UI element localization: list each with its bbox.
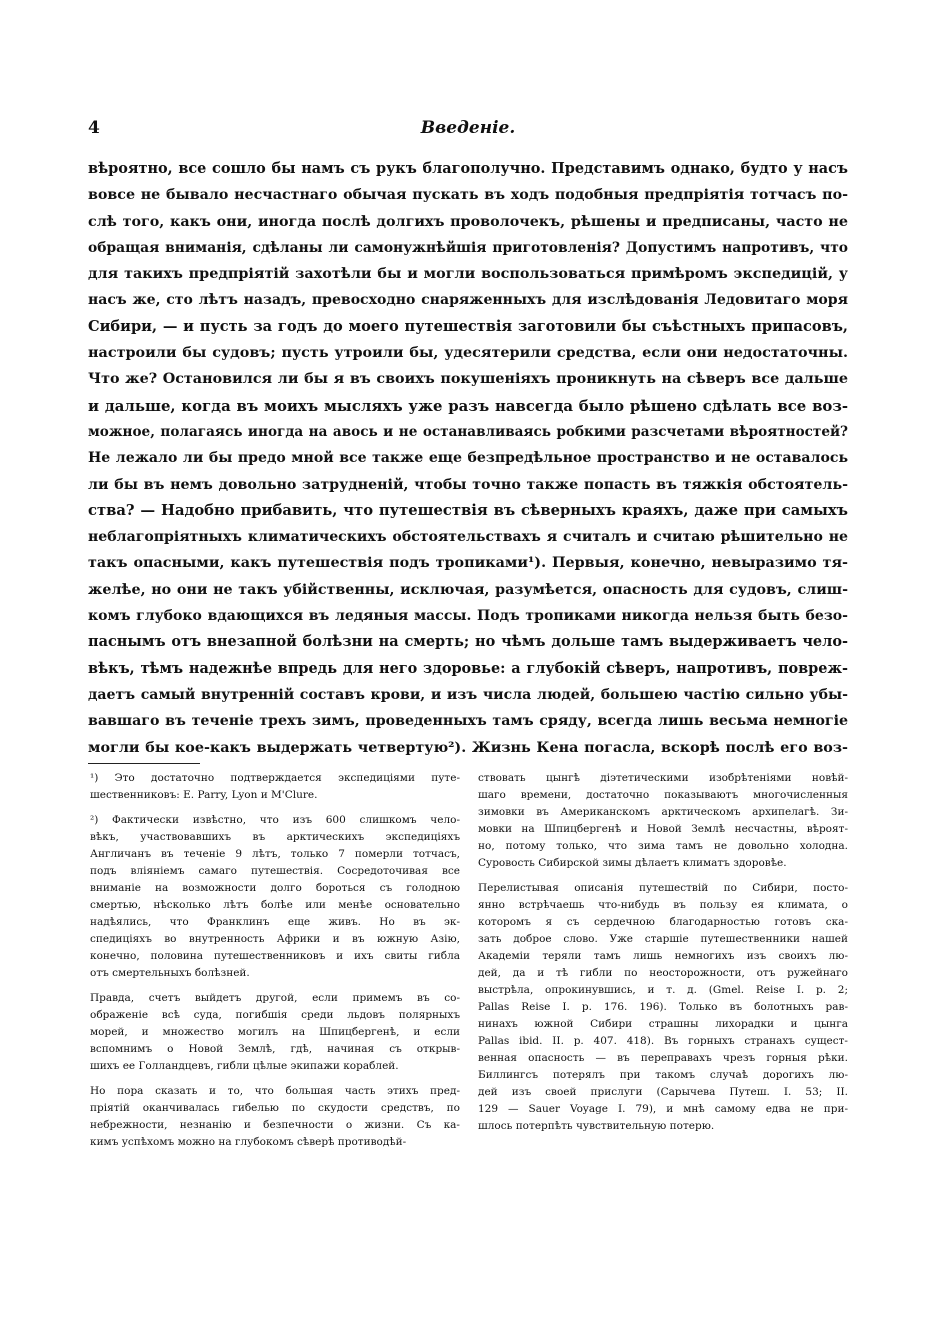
footnote-line: спедицiяхъ во внутренность Африки и въ южную Азiю, xyxy=(90,933,460,945)
footnote-line: конечно, половина путешественниковъ и ихъ свиты гибла xyxy=(90,950,460,962)
footnote-divider xyxy=(88,763,200,764)
footnote-line: зать доброе слово. Уже старшiе путешественники нашей xyxy=(478,933,848,945)
footnote-line: Англичанъ въ теченiе 9 лѣтъ, только 7 померли тотчасъ, xyxy=(90,848,460,860)
footnote-line: шаго времени, достаточно показываютъ многочисленныя xyxy=(478,789,848,801)
text-line: насъ же, сто лѣтъ назадъ, превосходно снаряженныхъ для изслѣдованiя Ледовитаго моря xyxy=(88,292,848,309)
footnote-line: небрежности, незнанiю и безпечности о жизни. Съ ка- xyxy=(90,1119,460,1131)
text-line: обращая вниманiя, сдѣланы ли самонужнѣйшiя приготовленiя? Допустимъ напротивъ, что xyxy=(88,239,848,256)
text-line: можное, полагаясь иногда на авось и не останавливаясь робкими разсчетами вѣроятностей? xyxy=(88,423,848,440)
footnote-line: венная опасность — въ переправахъ чрезъ горныя рѣки. xyxy=(478,1052,848,1064)
footnote-line: шественниковъ: E. Parry, Lyon и M'Clure. xyxy=(90,789,318,801)
footnote-line: Перелистывая описанiя путешествiй по Сибири, посто- xyxy=(478,882,848,894)
text-line: для такихъ предпрiятiй захотѣли бы и могли воспользоваться примѣромъ экспедицiй, у xyxy=(88,266,848,283)
page-header xyxy=(88,118,848,142)
footnote-line: шлось потерпѣть чувствительную потерю. xyxy=(478,1120,715,1132)
text-line: вѣроятно, все сошло бы намъ съ рукъ благополучно. Представимъ однако, будто у насъ xyxy=(88,160,848,177)
footnote-line: Правда, счетъ выйдетъ другой, если примемъ въ со- xyxy=(90,992,460,1004)
footnote-line: ображенiе всѣ суда, погибшiя среди льдовъ полярныхъ xyxy=(90,1009,460,1021)
text-line: паснымъ отъ внезапной болѣзни на смерть; но чѣмъ дольше тамъ выдерживаетъ чело- xyxy=(88,633,848,651)
text-line: могли бы кое-какъ выдержать четвертую²). Жизнь Кена погасла, вскорѣ послѣ его воз- xyxy=(88,739,848,756)
footnote-line: ¹) Это достаточно подтверждается экспедицiями путе- xyxy=(90,772,460,784)
footnote-line: Суровость Сибирской зимы дѣлаетъ климатъ здоровѣе. xyxy=(478,857,787,869)
paragraph-gap xyxy=(90,1075,460,1083)
text-line: желѣе, но они не такъ убiйственны, исключая, разумѣется, опасность для судовъ, слиш- xyxy=(88,581,848,598)
text-line: неблагопрiятныхъ климатическихъ обстоятельствахъ я считалъ и считаю рѣшительно не xyxy=(88,529,848,546)
footnote-line: янно встрѣчаешь что-нибудь въ пользу ея климата, о xyxy=(478,899,848,911)
footnote-line: Pallas Reise I. p. 176. 196). Только въ болотныхъ рав- xyxy=(478,1001,848,1013)
footnote-line: но, потому только, что зима тамъ не довольно холодна. xyxy=(478,840,848,852)
footnote-line: мовки на Шпицбергенѣ и Новой Землѣ несчастны, вѣроят- xyxy=(478,823,848,835)
footnote-line: Биллингсъ потерялъ при такомъ случаѣ дорогихъ лю- xyxy=(478,1069,848,1081)
footnote-line: нинахъ южной Сибири страшны лихорадки и цынга xyxy=(478,1018,848,1030)
footnote-line: надѣялись, что Франклинъ еще живъ. Но въ эк- xyxy=(90,916,460,928)
footnote-line: которомъ я съ сердечною благодарностью готовъ ска- xyxy=(478,916,848,928)
footnotes-right-column xyxy=(478,770,848,1135)
footnote-line: подъ влiянiемъ самаго путешествiя. Сосредоточивая все xyxy=(90,865,460,877)
text-line: Не лежало ли бы предо мной все также еще безпредѣльное пространство и не оставалось xyxy=(88,450,848,467)
footnote-line: Академiи теряли тамъ лишь немногихъ изъ своихъ лю- xyxy=(478,950,848,962)
text-line: вовсе не бывало несчастнаго обычая пускать въ ходъ подобныя предпрiятiя тотчасъ по- xyxy=(88,187,848,204)
text-line: комъ глубоко вдающихся въ ледяныя массы. Подъ тропиками никогда нельзя быть безо- xyxy=(88,608,848,625)
text-line: ли бы въ немъ довольно затрудненiй, чтобы точно также попасть въ тяжкiя обстоятель- xyxy=(88,476,848,493)
footnote-line: отъ смертельныхъ болѣзней. xyxy=(90,967,250,979)
paragraph-gap xyxy=(90,804,460,812)
text-line: вѣкъ, тѣмъ надежнѣе впредь для него здоровье: а глубокiй сѣверъ, напротивъ, повреж- xyxy=(88,659,848,677)
footnotes-left-column xyxy=(90,770,460,1151)
footnote-line: вѣкъ, участвовавшихъ въ арктическихъ экспедицiяхъ xyxy=(90,831,460,843)
footnote-line: ствовать цынгѣ дiэтетическими изобрѣтенiями новѣй- xyxy=(478,772,848,784)
text-line: Сибири, — и пусть за годъ до моего путешествiя заготовили бы съѣстныхъ припасовъ, xyxy=(88,317,848,335)
footnote-line: вниманiе на возможности долго бороться съ голодною xyxy=(90,882,460,894)
text-line: слѣ того, какъ они, иногда послѣ долгихъ проволочекъ, рѣшены и предписаны, часто не xyxy=(88,213,848,230)
running-title: Введенiе. xyxy=(420,118,516,138)
footnote-line: вспомнимъ о Новой Землѣ, гдѣ, начиная съ открыв- xyxy=(90,1043,460,1055)
footnote-line: 129 — Sauer Voyage I. 79), и мнѣ самому едва не при- xyxy=(478,1103,848,1115)
main-body-text xyxy=(88,156,848,761)
text-line: такъ опасными, какъ путешествiя подъ тропиками¹). Первыя, конечно, невыразимо тя- xyxy=(88,555,848,572)
footnote-line: дей, да и тѣ гибли по неосторожности, отъ ружейнаго xyxy=(478,967,848,979)
footnote-line: выстрѣла, опрокинувшись, и т. д. (Gmel. Reise I. p. 2; xyxy=(478,984,848,996)
text-line: Что же? Остановился ли бы я въ своихъ покушенiяхъ проникнуть на сѣверъ все дальше xyxy=(88,371,848,388)
text-line: вавшаго въ теченiе трехъ зимъ, проведенныхъ тамъ сряду, всегда лишь весьма немногiе xyxy=(88,713,848,730)
text-line: ства? — Надобно прибавить, что путешествiя въ сѣверныхъ краяхъ, даже при самыхъ xyxy=(88,501,848,519)
text-line: настроили бы судовъ; пусть утроили бы, удесятерили средства, если они недостаточны. xyxy=(88,344,848,362)
footnote-line: Pallas ibid. II. p. 407. 418). Въ горныхъ странахъ сущест- xyxy=(478,1035,848,1047)
footnote-line: смертью, нѣсколько лѣтъ болѣе или менѣе основательно xyxy=(90,899,460,911)
paragraph-gap xyxy=(478,872,848,880)
footnote-line: Но пора сказать и то, что большая часть этихъ пред- xyxy=(90,1085,460,1097)
text-line: и дальше, когда въ моихъ мысляхъ уже разъ навсегда было рѣшено сдѣлать все воз- xyxy=(88,396,848,415)
footnote-line: прiятiй оканчивалась гибелью по скудости средствъ, по xyxy=(90,1102,460,1114)
text-line: даетъ самый внутреннiй составъ крови, и изъ числа людей, большею частiю сильно убы- xyxy=(88,686,848,703)
page-number: 4 xyxy=(88,118,100,138)
footnote-line: шихъ ее Голландцевъ, гибли цѣлые экипажи кораблей. xyxy=(90,1060,399,1072)
footnote-line: зимовки въ Американскомъ арктическомъ архипелагѣ. Зи- xyxy=(478,806,848,818)
footnote-line: ²) Фактически извѣстно, что изъ 600 слишкомъ чело- xyxy=(90,814,460,826)
paragraph-gap xyxy=(90,982,460,990)
footnote-line: морей, и множество могилъ на Шпицбергенѣ, и если xyxy=(90,1026,460,1038)
footnote-line: кимъ успѣхомъ можно на глубокомъ сѣверѣ противодѣй- xyxy=(90,1136,407,1148)
footnote-line: дей изъ своей прислуги (Сарычева Путеш. I. 53; II. xyxy=(478,1086,848,1098)
